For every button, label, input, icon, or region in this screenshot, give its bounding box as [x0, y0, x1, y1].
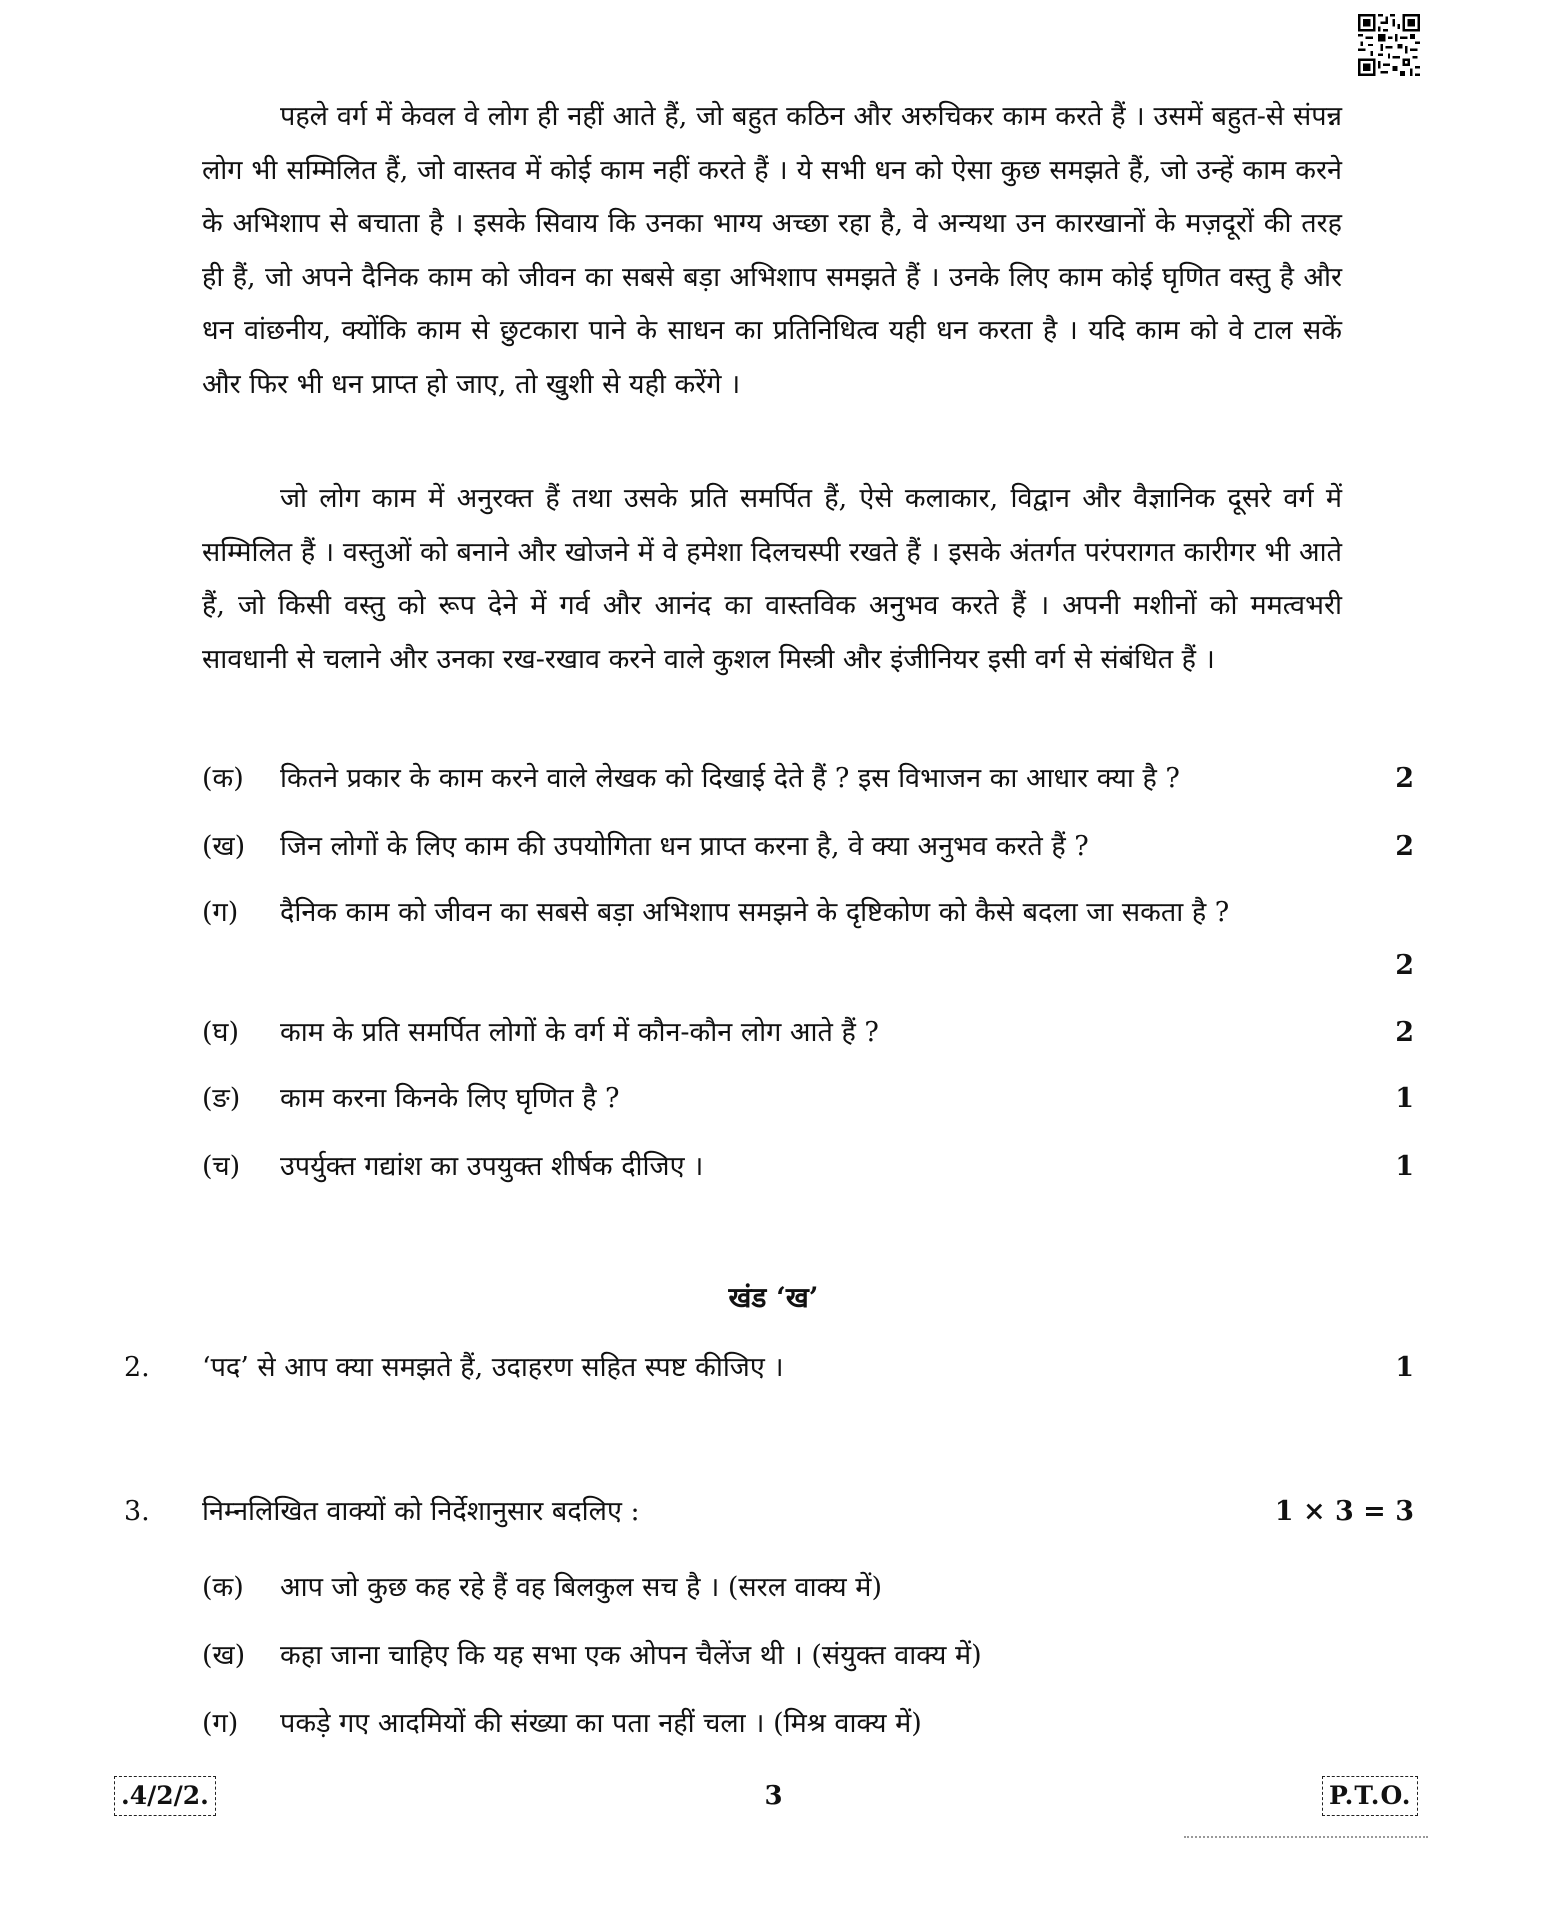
question-marks: 1 [1395, 1151, 1414, 1182]
question-1-b [202, 820, 1414, 873]
question-label: (ग) [202, 897, 239, 928]
question-text: जिन लोगों के लिए काम की उपयोगिता धन प्राप्त करना है, वे क्या अनुभव करते हैं ? [280, 831, 1089, 862]
paper-code: .4/2/2. [114, 1776, 216, 1816]
qr-code-icon [1358, 14, 1420, 76]
question-text: निम्नलिखित वाक्यों को निर्देशानुसार बदलिए : [202, 1496, 640, 1527]
question-label: (क) [202, 1572, 244, 1603]
question-marks: 2 [1395, 1017, 1414, 1048]
question-text: काम करना किनके लिए घृणित है ? [280, 1083, 620, 1114]
question-marks: 2 [1395, 831, 1414, 862]
passage-paragraph-1: पहले वर्ग में केवल वे लोग ही नहीं आते हैं, जो बहुत कठिन और अरुचिकर काम करते हैं । उसमें बहुत-से संपन्न लोग भी सम्मिलित हैं, जो वास्तव में कोई काम नहीं करते हैं । ये सभी धन को ऐसा कुछ समझते हैं, जो उन्हें काम करने के अभिशाप से बचाता है । इसके सिवाय कि उनका भाग्य अच्छा रहा है, वे अन्यथा उन कारखानों के मज़दूरों की तरह ही हैं, जो अपने दैनिक काम को जीवन का सबसे बड़ा अभिशाप समझते हैं । उनके लिए काम कोई घृणित वस्तु है और धन वांछनीय, क्योंकि काम से छुटकारा पाने के साधन का प्रतिनिधित्व यही धन करता है । यदि काम को वे टाल सकें और फिर भी धन प्राप्त हो जाए, तो खुशी से यही करेंगे । [202, 101, 1342, 400]
question-1-c [202, 886, 1414, 992]
question-3-c [202, 1702, 922, 1746]
question-3-b [202, 1634, 982, 1678]
question-1-f [202, 1140, 1414, 1193]
question-marks: 1 [1395, 1083, 1414, 1114]
question-marks: 2 [1395, 763, 1414, 794]
question-marks: 1 × 3 = 3 [1274, 1496, 1414, 1527]
question-label: (ख) [202, 1640, 246, 1671]
please-turn-over: P.T.O. [1322, 1776, 1418, 1816]
question-text: उपर्युक्त गद्यांश का उपयुक्त शीर्षक दीजिए । [280, 1151, 704, 1182]
question-text: काम के प्रति समर्पित लोगों के वर्ग में कौन-कौन लोग आते हैं ? [280, 1017, 879, 1048]
question-number: 3. [124, 1496, 150, 1527]
question-1-d [202, 1006, 1414, 1059]
question-text: आप जो कुछ कह रहे हैं वह बिलकुल सच है । (सरल वाक्य में) [280, 1572, 882, 1603]
question-marks: 1 [1395, 1352, 1414, 1383]
question-text: कहा जाना चाहिए कि यह सभा एक ओपन चैलेंज थी । (संयुक्त वाक्य में) [280, 1640, 982, 1671]
question-number: 2. [124, 1352, 150, 1383]
passage-paragraph-2: जो लोग काम में अनुरक्त हैं तथा उसके प्रति समर्पित हैं, ऐसे कलाकार, विद्वान और वैज्ञानिक दूसरे वर्ग में सम्मिलित हैं । वस्तुओं को बनाने और खोजने में वे हमेशा दिलचस्पी रखते हैं । इसके अंतर्गत परंपरागत कारीगर भी आते हैं, जो किसी वस्तु को रूप देने में गर्व और आनंद का वास्तविक अनुभव करते हैं । अपनी मशीनों को ममत्वभरी सावधानी से चलाने और उनका रख-रखाव करने वाले कुशल मिस्त्री और इंजीनियर इसी वर्ग से संबंधित हैं । [202, 483, 1342, 675]
question-text: पकड़े गए आदमियों की संख्या का पता नहीं चला । (मिश्र वाक्य में) [280, 1708, 922, 1739]
question-text: ‘पद’ से आप क्या समझते हैं, उदाहरण सहित स्पष्ट कीजिए । [202, 1352, 784, 1383]
question-label: (घ) [202, 1017, 240, 1048]
page-number: 3 [764, 1781, 783, 1811]
footer-divider [1184, 1836, 1428, 1842]
section-title: खंड ‘ख’ [728, 1281, 819, 1314]
question-label: (ङ) [202, 1083, 241, 1114]
question-1-e [202, 1072, 1414, 1125]
question-text: कितने प्रकार के काम करने वाले लेखक को दिखाई देते हैं ? इस विभाजन का आधार क्या है ? [280, 763, 1180, 794]
question-label: (ख) [202, 831, 246, 862]
question-1-a [202, 752, 1414, 805]
question-label: (क) [202, 763, 244, 794]
question-label: (ग) [202, 1708, 239, 1739]
question-label: (च) [202, 1151, 241, 1182]
question-text: दैनिक काम को जीवन का सबसे बड़ा अभिशाप समझने के दृष्टिकोण को कैसे बदला जा सकता है ? [280, 897, 1230, 928]
question-marks: 2 [1395, 950, 1414, 981]
question-3-a [202, 1566, 882, 1610]
